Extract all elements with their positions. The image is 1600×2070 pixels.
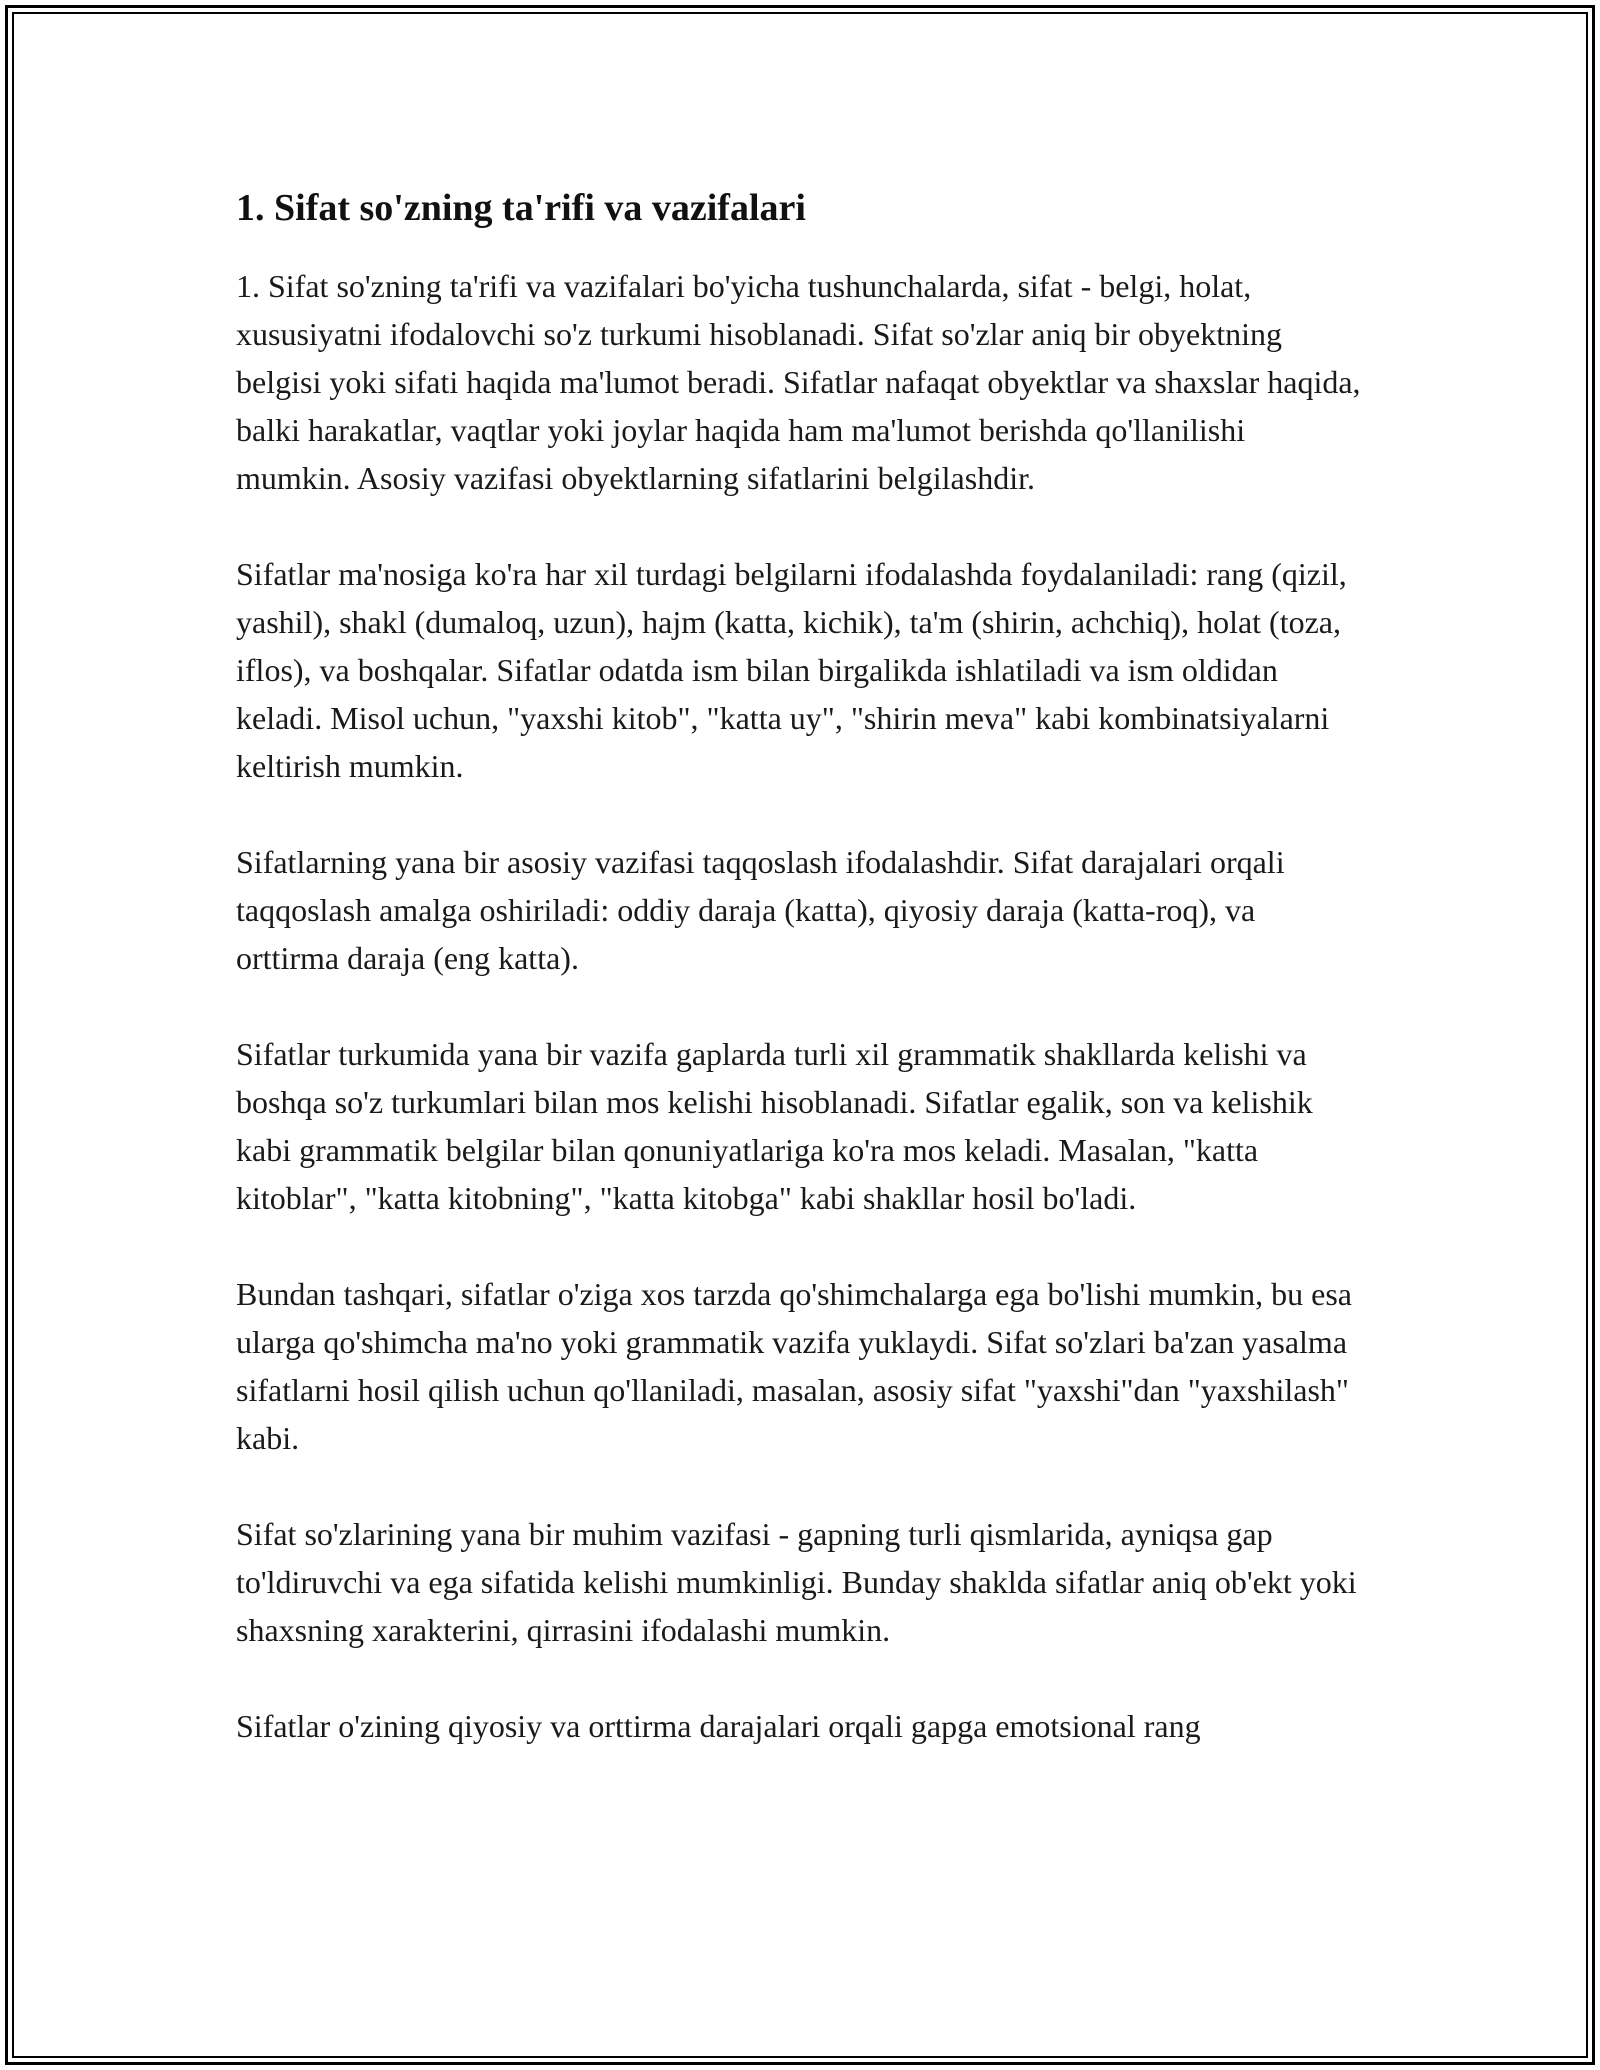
paragraph-meaning-types: Sifatlar ma'nosiga ko'ra har xil turdagi belgilarni ifodalashda foydalaniladi: rang (qizil, yashil), shakl (dumaloq, uzun), hajm (katta, kichik), ta'm (shirin, achchiq), holat (toza, iflos), va boshqalar. Sifatlar odatda ism bilan birgalikda ishlatiladi va ism oldidan keladi. Misol uchun, "yaxshi kitob", "katta uy", "shirin meva" kabi kombinatsiyalarni keltirish mumkin. [236,555,1347,784]
paragraph-emotional: Sifatlar o'zining qiyosiy va orttirma darajalari orqali gapga emotsional rang [236,1707,1201,1744]
paragraph-comparison: Sifatlarning yana bir asosiy vazifasi taqqoslash ifodalashdir. Sifat darajalari orqali taqqoslash amalga oshiriladi: oddiy daraja (katta), qiyosiy daraja (katta-roq), va orttirma daraja (eng katta). [236,843,1285,976]
paragraph-definition: 1. Sifat so'zning ta'rifi va vazifalari bo'yicha tushunchalarda, sifat - belgi, holat, xususiyatni ifodalovchi so'z turkumi hisoblanadi. Sifat so'zlar aniq bir obyektning belgisi yoki sifati haqida ma'lumot beradi. Sifatlar nafaqat obyektlar va shaxslar haqida, balki harakatlar, vaqtlar yoki joylar haqida ham ma'lumot berishda qo'llanilishi mumkin. Asosiy vazifasi obyektlarning sifatlarini belgilashdir. [236,267,1361,496]
paragraph-suffixes: Bundan tashqari, sifatlar o'ziga xos tarzda qo'shimchalarga ega bo'lishi mumkin, bu esa ularga qo'shimcha ma'no yoki grammatik vazifa yuklaydi. Sifat so'zlari ba'zan yasalma sifatlarni hosil qilish uchun qo'llaniladi, masalan, asosiy sifat "yaxshi"dan "yaxshilash" kabi. [236,1275,1352,1456]
document-body [236,186,1366,1798]
paragraph-grammatical-forms: Sifatlar turkumida yana bir vazifa gaplarda turli xil grammatik shakllarda kelishi va boshqa so'z turkumlari bilan mos kelishi hisoblanadi. Sifatlar egalik, son va kelishik kabi grammatik belgilar bilan qonuniyatlariga ko'ra mos keladi. Masalan, "katta kitoblar", "katta kitobning", "katta kitobga" kabi shakllar hosil bo'ladi. [236,1035,1313,1216]
document-title: 1. Sifat so'zning ta'rifi va vazifalari [236,187,806,229]
paragraph-sentence-role: Sifat so'zlarining yana bir muhim vazifasi - gapning turli qismlarida, ayniqsa gap to'ldiruvchi va ega sifatida kelishi mumkinligi. Bunday shaklda sifatlar aniq ob'ekt yoki shaxsning xarakterini, qirrasini ifodalashi mumkin. [236,1515,1357,1648]
